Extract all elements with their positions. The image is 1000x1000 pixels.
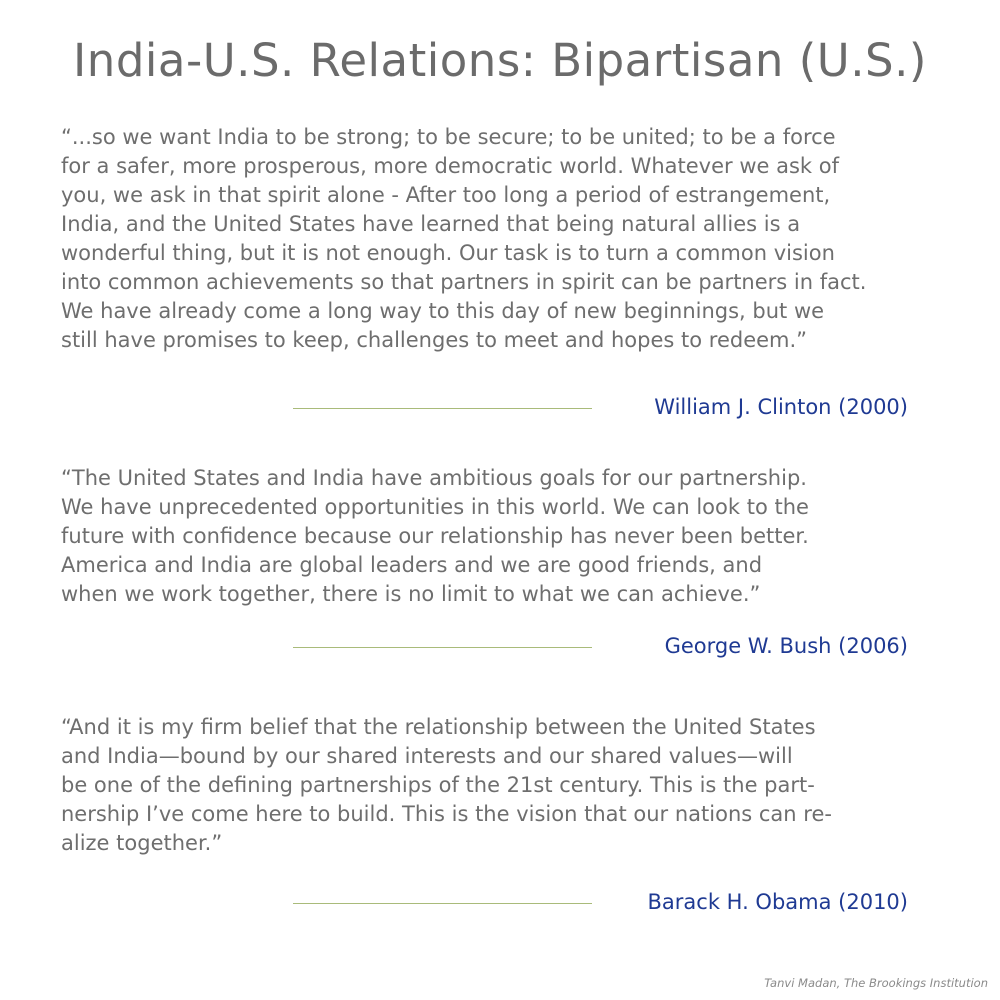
quote-line: alize together.”	[61, 831, 223, 855]
attribution-clinton	[0, 392, 1000, 422]
quote-line: still have promises to keep, challenges to meet and hopes to redeem.”	[61, 328, 808, 352]
quote-line: “The United States and India have ambitious goals for our partnership.	[61, 466, 807, 490]
quote-line: We have already come a long way to this day of new beginnings, but we	[61, 299, 825, 323]
divider-rule	[293, 647, 592, 648]
quote-line: America and India are global leaders and we are good friends, and	[61, 553, 763, 577]
quote-line: wonderful thing, but it is not enough. Our task is to turn a common vision	[61, 241, 835, 265]
quote-line: We have unprecedented opportunities in this world. We can look to the	[61, 495, 809, 519]
quote-line: when we work together, there is no limit to what we can achieve.”	[61, 582, 761, 606]
page-title: India-U.S. Relations: Bipartisan (U.S.)	[73, 34, 927, 87]
quote-line: India, and the United States have learned that being natural allies is a	[61, 212, 801, 236]
quote-line: into common achievements so that partners in spirit can be partners in fact.	[61, 270, 867, 294]
quote-obama	[61, 713, 941, 858]
quote-line: future with confidence because our relationship has never been better.	[61, 524, 809, 548]
quote-line: you, we ask in that spirit alone - After too long a period of estrangement,	[61, 183, 831, 207]
quote-line: for a safer, more prosperous, more democratic world. Whatever we ask of	[61, 154, 839, 178]
attribution-bush	[0, 631, 1000, 661]
quote-clinton	[61, 123, 941, 355]
divider-rule	[293, 408, 592, 409]
attribution-obama	[0, 887, 1000, 917]
quote-line: be one of the defining partnerships of the 21st century. This is the part-	[61, 773, 815, 797]
source-credit: Tanvi Madan, The Brookings Institution	[764, 976, 988, 990]
quote-line: “...so we want India to be strong; to be secure; to be united; to be a force	[61, 125, 836, 149]
quote-bush	[61, 464, 941, 609]
speaker-name: William J. Clinton (2000)	[654, 395, 908, 419]
quote-line: “And it is my firm belief that the relationship between the United States	[61, 715, 816, 739]
speaker-name: Barack H. Obama (2010)	[647, 890, 908, 914]
quote-line: and India—bound by our shared interests and our shared values—will	[61, 744, 793, 768]
quote-line: nership I’ve come here to build. This is the vision that our nations can re-	[61, 802, 832, 826]
speaker-name: George W. Bush (2006)	[664, 634, 908, 658]
divider-rule	[293, 903, 592, 904]
